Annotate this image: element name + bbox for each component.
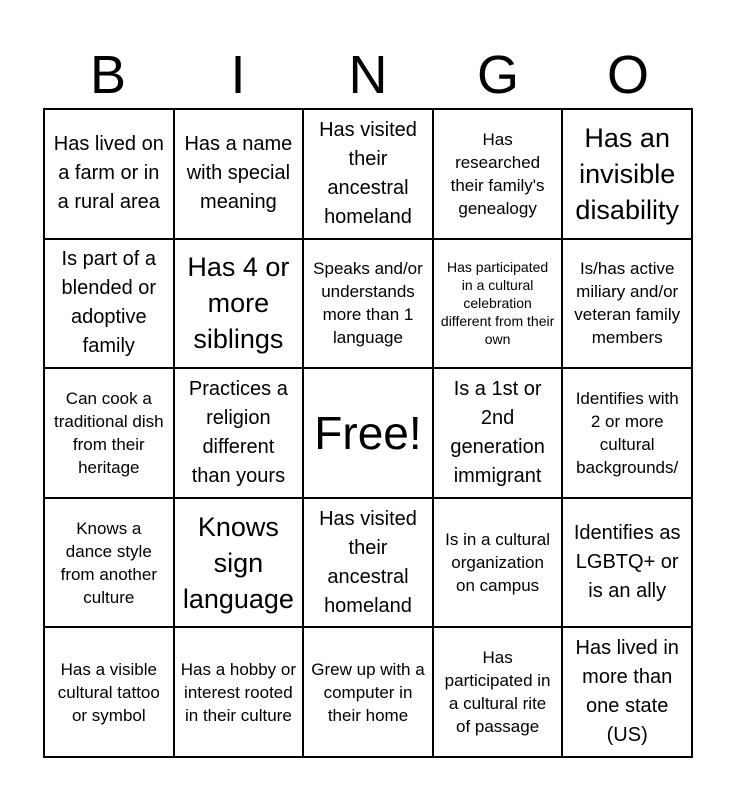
bingo-cell-r3c5[interactable]: Identifies with 2 or more cultural backgrounds/: [562, 368, 692, 498]
bingo-cell-r1c1[interactable]: Has lived on a farm or in a rural area: [44, 109, 174, 239]
bingo-cell-r5c2[interactable]: Has a hobby or interest rooted in their culture: [174, 627, 304, 757]
bingo-cell-r3c2[interactable]: Practices a religion different than yours: [174, 368, 304, 498]
header-letter-o: O: [606, 45, 649, 105]
bingo-cell-r4c5[interactable]: Identifies as LGBTQ+ or is an ally: [562, 498, 692, 628]
bingo-cell-r1c3[interactable]: Has visited their ancestral homeland: [303, 109, 433, 239]
bingo-cell-r2c5[interactable]: Is/has active miliary and/or veteran family members: [562, 239, 692, 369]
bingo-cell-r1c2[interactable]: Has a name with special meaning: [174, 109, 304, 239]
bingo-cell-r2c4[interactable]: Has participated in a cultural celebration different from their own: [433, 239, 563, 369]
bingo-cell-r1c4[interactable]: Has researched their family's genealogy: [433, 109, 563, 239]
bingo-cell-r2c1[interactable]: Is part of a blended or adoptive family: [44, 239, 174, 369]
bingo-cell-r4c3[interactable]: Has visited their ancestral homeland: [303, 498, 433, 628]
bingo-card-grid: [43, 108, 693, 758]
bingo-free-space[interactable]: Free!: [303, 368, 433, 498]
header-letter-b: B: [89, 45, 127, 105]
bingo-cell-r5c4[interactable]: Has participated in a cultural rite of passage: [433, 627, 563, 757]
bingo-cell-r4c4[interactable]: Is in a cultural organization on campus: [433, 498, 563, 628]
bingo-cell-r4c1[interactable]: Knows a dance style from another culture: [44, 498, 174, 628]
bingo-cell-r1c5[interactable]: Has an invisible disability: [562, 109, 692, 239]
bingo-header: [43, 44, 693, 106]
bingo-cell-r5c5[interactable]: Has lived in more than one state (US): [562, 627, 692, 757]
bingo-cell-r3c4[interactable]: Is a 1st or 2nd generation immigrant: [433, 368, 563, 498]
bingo-cell-r5c1[interactable]: Has a visible cultural tattoo or symbol: [44, 627, 174, 757]
bingo-cell-r2c2[interactable]: Has 4 or more siblings: [174, 239, 304, 369]
header-letter-i: I: [230, 45, 246, 105]
bingo-cell-r4c2[interactable]: Knows sign language: [174, 498, 304, 628]
bingo-cell-r2c3[interactable]: Speaks and/or understands more than 1 language: [303, 239, 433, 369]
header-letter-g: G: [476, 45, 519, 105]
bingo-cell-r5c3[interactable]: Grew up with a computer in their home: [303, 627, 433, 757]
bingo-cell-r3c1[interactable]: Can cook a traditional dish from their heritage: [44, 368, 174, 498]
header-letter-n: N: [348, 45, 388, 105]
